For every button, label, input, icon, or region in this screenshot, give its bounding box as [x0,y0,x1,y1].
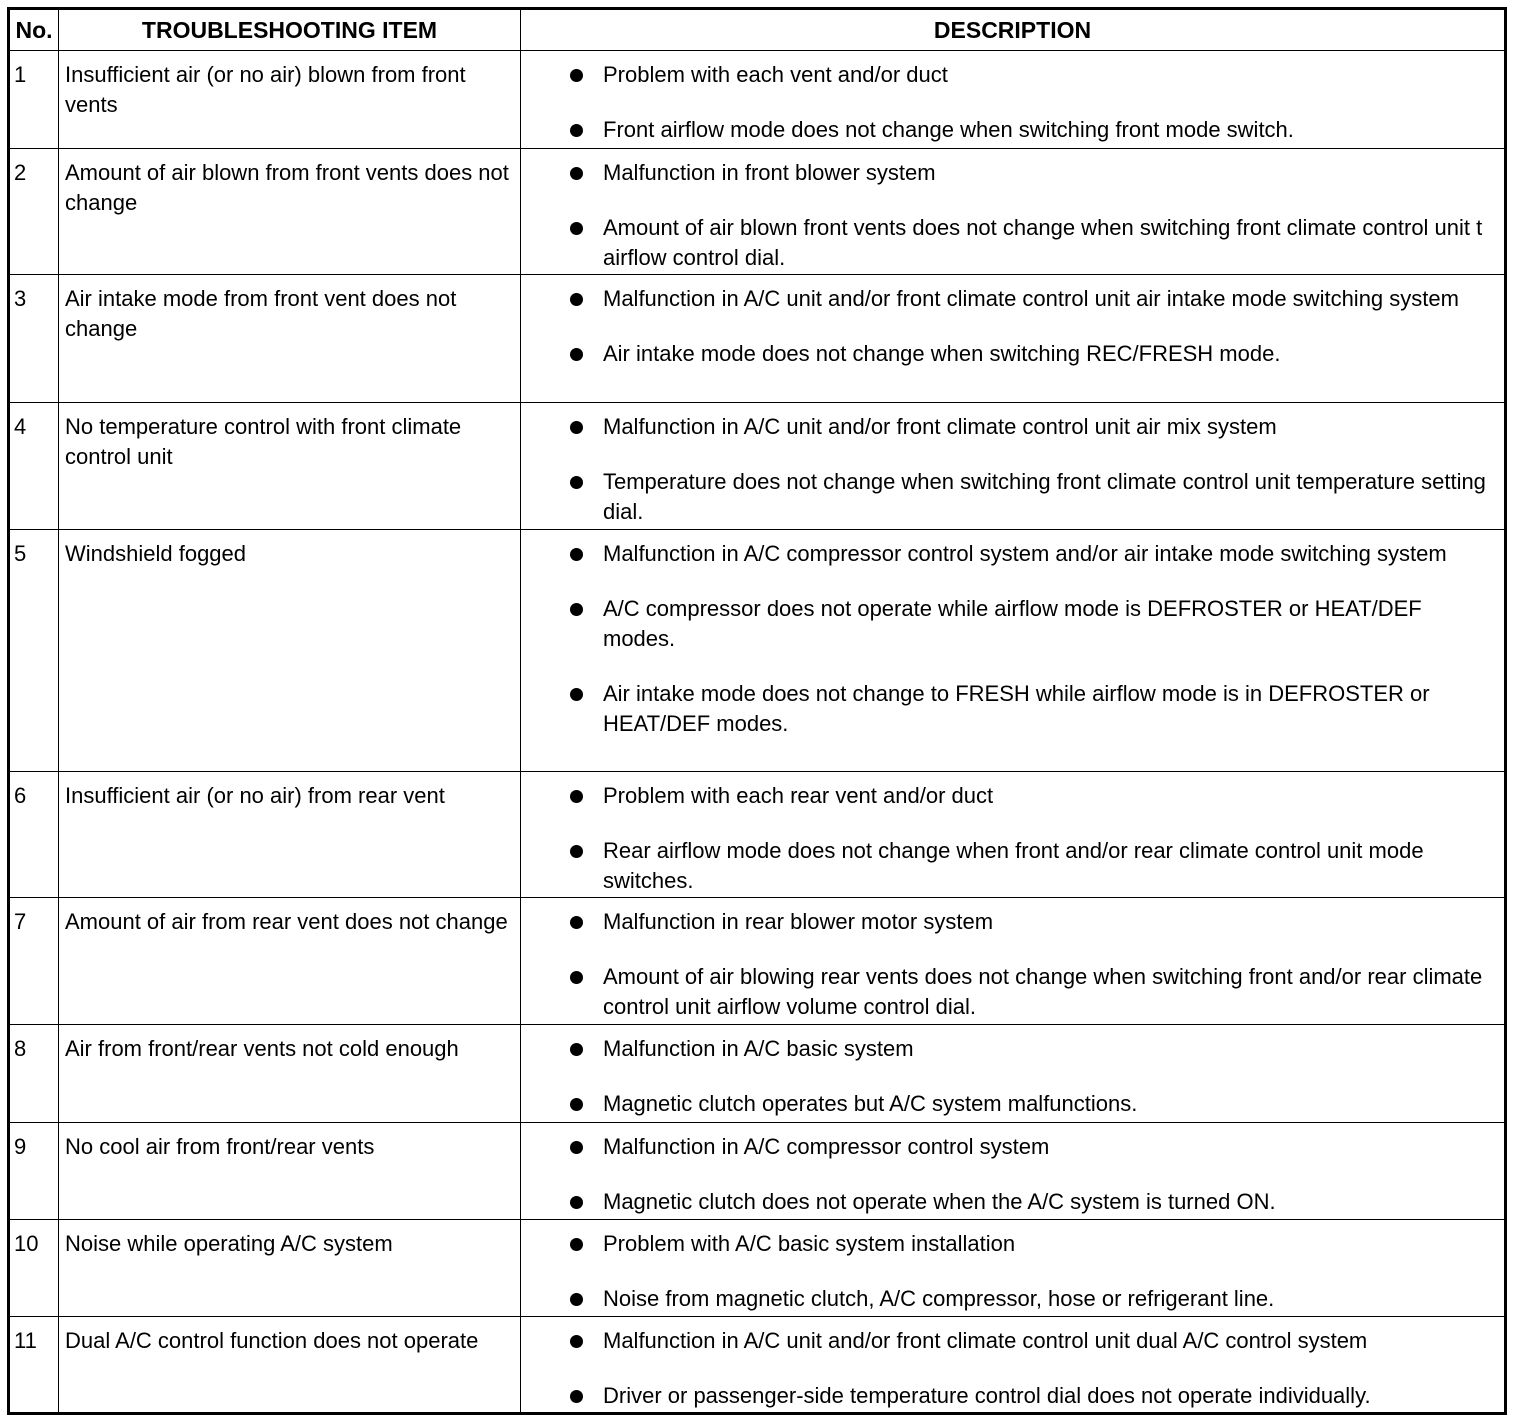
row-number: 7 [9,898,59,1025]
description-item [521,679,1496,739]
description-item [521,1229,1496,1259]
description-list [521,1132,1496,1217]
description-list [521,284,1496,369]
description-cell [521,1220,1506,1317]
description-text: Air intake mode does not change when switching REC/FRESH mode. [603,341,1281,366]
description-item [521,158,1496,188]
description-item [521,412,1496,442]
row-number: 9 [9,1123,59,1220]
bullet-icon [570,916,583,929]
header-row [9,9,1506,51]
description-text: Malfunction in front blower system [603,160,936,185]
bullet-icon [570,971,583,984]
bullet-icon [570,293,583,306]
table-row [9,1025,1506,1123]
table-row [9,51,1506,149]
row-number: 4 [9,403,59,530]
description-item [521,60,1496,90]
description-text: Amount of air blown front vents does not change when switching front climate control unit t airflow control dial. [603,215,1483,270]
description-list [521,907,1496,1022]
description-item [521,1132,1496,1162]
table-row [9,530,1506,772]
description-item [521,836,1496,896]
description-text: Malfunction in A/C compressor control system [603,1134,1050,1159]
description-cell [521,530,1506,772]
description-text: Malfunction in A/C unit and/or front climate control unit dual A/C control system [603,1328,1368,1353]
description-text: Magnetic clutch operates but A/C system malfunctions. [603,1091,1138,1116]
description-list [521,60,1496,145]
description-item [521,962,1496,1022]
table-row [9,149,1506,275]
troubleshooting-item: Amount of air blown from front vents does not change [59,149,521,275]
bullet-icon [570,1335,583,1348]
description-text: Malfunction in A/C unit and/or front climate control unit air intake mode switching system [603,286,1459,311]
bullet-icon [570,69,583,82]
row-number: 1 [9,51,59,149]
row-number: 11 [9,1317,59,1414]
description-text: A/C compressor does not operate while airflow mode is DEFROSTER or HEAT/DEF modes. [603,596,1422,651]
description-cell [521,1123,1506,1220]
description-cell [521,275,1506,403]
description-list [521,1229,1496,1314]
table-row [9,403,1506,530]
description-item [521,1381,1496,1411]
description-list [521,412,1496,527]
description-item [521,907,1496,937]
header-no: No. [9,9,59,51]
header-troubleshooting-item: TROUBLESHOOTING ITEM [59,9,521,51]
troubleshooting-item: Insufficient air (or no air) from rear vent [59,772,521,898]
bullet-icon [570,421,583,434]
row-number: 6 [9,772,59,898]
description-item [521,539,1496,569]
description-cell [521,1025,1506,1123]
bullet-icon [570,1043,583,1056]
header-description: DESCRIPTION [521,9,1506,51]
description-text: Malfunction in A/C basic system [603,1036,914,1061]
description-text: Air intake mode does not change to FRESH while airflow mode is in DEFROSTER or HEAT/DEF modes. [603,681,1430,736]
table-row [9,898,1506,1025]
bullet-icon [570,1196,583,1209]
troubleshooting-item: Amount of air from rear vent does not change [59,898,521,1025]
troubleshooting-table [7,7,1507,1415]
description-text: Amount of air blowing rear vents does not change when switching front and/or rear climate control unit airflow volume control dial. [603,964,1483,1019]
bullet-icon [570,348,583,361]
table-row [9,1317,1506,1414]
troubleshooting-item: Air intake mode from front vent does not change [59,275,521,403]
description-text: Noise from magnetic clutch, A/C compressor, hose or refrigerant line. [603,1286,1275,1311]
description-item [521,1187,1496,1217]
troubleshooting-item: Dual A/C control function does not operate [59,1317,521,1414]
description-item [521,339,1496,369]
bullet-icon [570,476,583,489]
description-item [521,594,1496,654]
row-number: 8 [9,1025,59,1123]
description-item [521,284,1496,314]
bullet-icon [570,1390,583,1403]
bullet-icon [570,1293,583,1306]
description-cell [521,1317,1506,1414]
table-body [9,51,1506,1414]
description-item [521,467,1496,527]
bullet-icon [570,790,583,803]
description-list [521,1326,1496,1411]
description-item [521,781,1496,811]
description-text: Problem with each rear vent and/or duct [603,783,994,808]
troubleshooting-item: Insufficient air (or no air) blown from front vents [59,51,521,149]
description-text: Front airflow mode does not change when switching front mode switch. [603,117,1294,142]
description-text: Magnetic clutch does not operate when the A/C system is turned ON. [603,1189,1276,1214]
description-item [521,1284,1496,1314]
description-cell [521,403,1506,530]
description-cell [521,772,1506,898]
bullet-icon [570,548,583,561]
table-row [9,772,1506,898]
description-item [521,1089,1496,1119]
bullet-icon [570,688,583,701]
description-item [521,213,1496,273]
description-text: Malfunction in A/C unit and/or front climate control unit air mix system [603,414,1277,439]
table-row [9,1220,1506,1317]
bullet-icon [570,124,583,137]
row-number: 5 [9,530,59,772]
troubleshooting-item: No temperature control with front climate control unit [59,403,521,530]
table-row [9,1123,1506,1220]
bullet-icon [570,167,583,180]
troubleshooting-item: Noise while operating A/C system [59,1220,521,1317]
bullet-icon [570,603,583,616]
bullet-icon [570,845,583,858]
description-list [521,158,1496,273]
description-list [521,1034,1496,1119]
bullet-icon [570,1141,583,1154]
description-cell [521,51,1506,149]
description-text: Problem with each vent and/or duct [603,62,948,87]
row-number: 10 [9,1220,59,1317]
description-text: Problem with A/C basic system installation [603,1231,1016,1256]
troubleshooting-item: Air from front/rear vents not cold enough [59,1025,521,1123]
bullet-icon [570,1238,583,1251]
description-cell [521,898,1506,1025]
bullet-icon [570,1098,583,1111]
description-text: Rear airflow mode does not change when front and/or rear climate control unit mode switches. [603,838,1424,893]
bullet-icon [570,222,583,235]
description-list [521,539,1496,739]
description-text: Malfunction in rear blower motor system [603,909,994,934]
description-item [521,115,1496,145]
description-item [521,1034,1496,1064]
description-list [521,781,1496,896]
description-text: Malfunction in A/C compressor control system and/or air intake mode switching system [603,541,1447,566]
table-row [9,275,1506,403]
description-text: Temperature does not change when switching front climate control unit temperature setting dial. [603,469,1486,524]
row-number: 3 [9,275,59,403]
troubleshooting-item: Windshield fogged [59,530,521,772]
description-text: Driver or passenger-side temperature control dial does not operate individually. [603,1383,1371,1408]
description-cell [521,149,1506,275]
row-number: 2 [9,149,59,275]
description-item [521,1326,1496,1356]
troubleshooting-item: No cool air from front/rear vents [59,1123,521,1220]
